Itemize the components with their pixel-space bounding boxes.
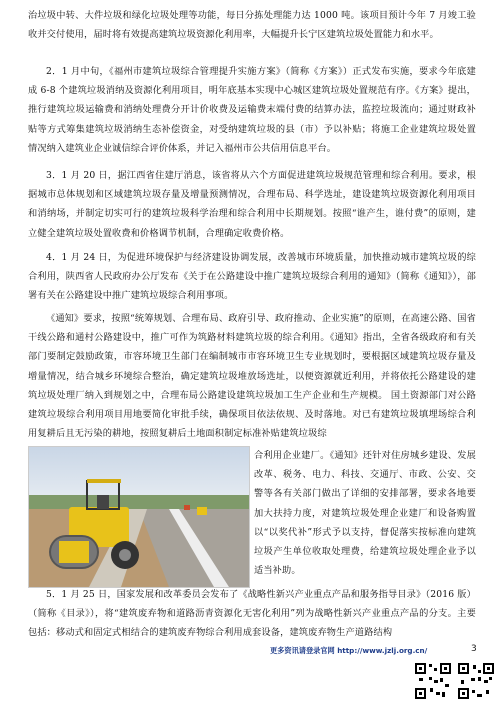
paragraph-fuzhou: 2．1 月中旬，《福州市建筑垃圾综合管理提升实施方案》（简称《方案》）正式发布实施，要求今年底建成 6-8 个建筑垃圾消纳及资源化利用项目，明年底基本实现中心城区建筑垃圾处置规范有序。《方案》提出，推行建筑垃圾运输费和消纳处理费分开计价收费及运输费末端付费的结算办法，监控垃圾流向；通过财政补贴等方式筹集建筑垃圾消纳生态补偿资金，对受纳建筑垃圾的县（市）予以补贴；将施工企业建筑垃圾处置情况纳入建筑业企业诚信综合评价体系，并记入福州市公共信用信息平台。 (28, 66, 476, 154)
paragraph-ndrc: 5．1 月 25 日，国家发展和改革委员会发布了《战略性新兴产业重点产品和服务指导目录》（2016 版）（简称《目录》），将“建筑废弃物和道路沥青资源化无害化利用”列为战略性新兴产业重点产品的分支。主要包括：移动式和固定式相结合的建筑废弃物综合利用成套设备，建筑废弃物生产道路结构 (28, 589, 476, 639)
page-number: 3 (471, 644, 477, 654)
paragraph-notice-continued: 合利用企业建厂。《通知》还针对住房城乡建设、发展改革、税务、电力、科技、交通厅、市政、公安、交警等各有关部门做出了详细的安排部署，要求各地要加大扶持力度，对建筑垃圾处理企业建厂和设备购置以“以奖代补”形式予以支持，督促落实按标准向建筑垃圾产生单位收取处理费，给建筑垃圾处理企业予以适当补助。 (254, 450, 476, 577)
qr-code-icon (414, 662, 452, 700)
paragraph-jiangxi: 3．1 月 20 日，据江西省住建厅消息，该省将从六个方面促进建筑垃圾规范管理和综合利用。要求，根据城市总体规划和区域建筑垃圾存量及增量预测情况，合理布局、科学选址，建设建筑垃圾资源化利用项目和消纳场，并制定切实可行的建筑垃圾科学治理和综合利用中长期规划。按照“谁产生，谁付费”的原则，建立健全建筑垃圾处置收费和价格调节机制，合理确定收费价格。 (28, 170, 476, 239)
qr-code-icon (457, 662, 495, 700)
paragraph-notice-requirements: 《通知》要求，按照“统筹规划、合理布局、政府引导、政府推动、企业实施”的原则，在高速公路、国省干线公路和通村公路建设中，推广可作为筑路材料建筑垃圾的综合利用。《通知》指出，全省各级政府和有关部门要制定鼓励政策，市容环境卫生部门在编制城市市容环境卫生专业规划时，要根据区域建筑垃圾存量及增量情况，结合城乡环境综合整治，确定建筑垃圾堆放场选址，以便资源就近利用，并将依托公路建设的建筑垃圾处理厂纳入到规划之中，合理布局公路建设建筑垃圾加工生产企业和生产规模。 国土资源部门对公路建筑垃圾综合利用项目用地要简化审批手续，确保项目依法依规、及时落地。对已有建筑垃圾填埋场综合利用复耕后且无污染的耕地，按照复耕后土地面积制定标准补贴建筑垃圾综 (28, 313, 476, 440)
footer-website-link[interactable]: 更多资讯请登录官网 http://www.jzlj.org.cn/ (270, 646, 428, 655)
paragraph-intro: 治垃圾中转、大件垃圾和绿化垃圾处理等功能，每日分拣处理能力达 1000 吨。该项目预计今年 7 月竣工验收并交付使用，届时将有效提高建筑垃圾资源化利用率，大幅提升长宁区建筑垃圾处置能力和水平。 (28, 10, 476, 41)
paragraph-shaanxi: 4．1 月 24 日，为促进环境保护与经济建设协调发展，改善城市环境质量，加快推动城市建筑垃圾的综合利用，陕西省人民政府办公厅发布《关于在公路建设中推广建筑垃圾综合利用的通知》（简称《通知》），部署有关在公路建设中推广建筑垃圾综合利用事项。 (28, 252, 476, 302)
road-roller-photo (28, 446, 250, 588)
